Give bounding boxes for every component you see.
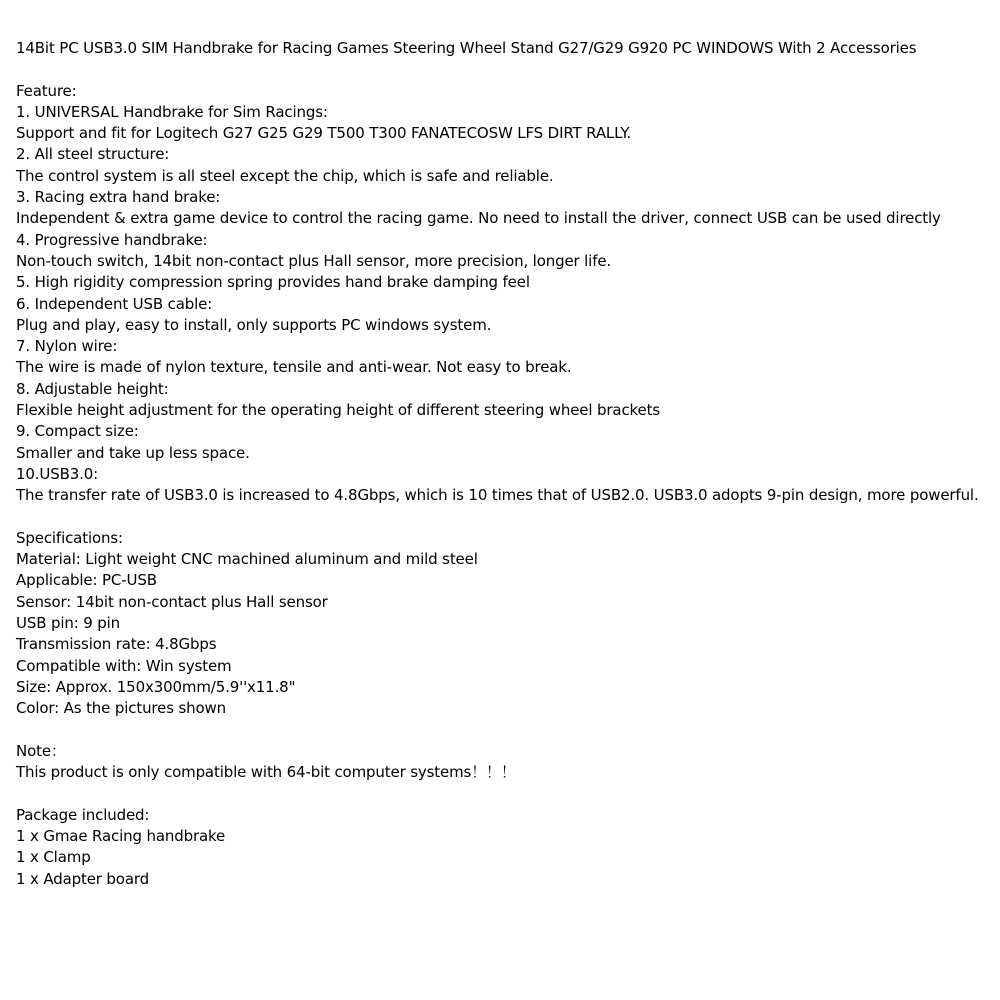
spec-line: Compatible with: Win system: [16, 656, 232, 675]
spec-line: Material: Light weight CNC machined aluminum and mild steel: [16, 550, 478, 569]
product-title: 14Bit PC USB3.0 SIM Handbrake for Racing Games Steering Wheel Stand G27/G29 G920 PC WINDOWS With 2 Accessories: [16, 39, 917, 57]
note-text: This product is only compatible with 64-bit computer systems！！！: [16, 763, 516, 782]
specifications-heading: Specifications:: [16, 528, 123, 547]
feature-10-head: 10.USB3.0:: [16, 464, 99, 483]
package-item: 1 x Clamp: [16, 848, 91, 867]
spec-line: Applicable: PC-USB: [16, 571, 157, 590]
feature-3-body: Independent & extra game device to control the racing game. No need to install the driver, connect USB can be used directly: [16, 209, 941, 228]
feature-5-head: 5. High rigidity compression spring provides hand brake damping feel: [16, 273, 530, 292]
feature-1-body: Support and fit for Logitech G27 G25 G29 T500 T300 FANATECOSW LFS DIRT RALLY.: [16, 124, 631, 143]
feature-4-body: Non-touch switch, 14bit non-contact plus Hall sensor, more precision, longer life.: [16, 251, 612, 270]
package-heading: Package included:: [16, 805, 150, 824]
feature-9-head: 9. Compact size:: [16, 422, 139, 441]
product-description: [16, 38, 996, 890]
feature-2-head: 2. All steel structure:: [16, 145, 170, 164]
feature-8-head: 8. Adjustable height:: [16, 379, 169, 398]
package-item: 1 x Gmae Racing handbrake: [16, 826, 226, 845]
feature-10-body: The transfer rate of USB3.0 is increased to 4.8Gbps, which is 10 times that of USB2.0. USB3.0 adopts 9-pin design, more powerful.: [16, 486, 979, 505]
package-item: 1 x Adapter board: [16, 869, 149, 888]
spec-line: Color: As the pictures shown: [16, 699, 226, 718]
spec-line: Size: Approx. 150x300mm/5.9''x11.8": [16, 677, 296, 696]
feature-2-body: The control system is all steel except the chip, which is safe and reliable.: [16, 166, 554, 185]
spec-line: Sensor: 14bit non-contact plus Hall sensor: [16, 592, 328, 611]
feature-8-body: Flexible height adjustment for the operating height of different steering wheel brackets: [16, 401, 661, 420]
feature-7-body: The wire is made of nylon texture, tensile and anti-wear. Not easy to break.: [16, 358, 572, 377]
feature-4-head: 4. Progressive handbrake:: [16, 230, 208, 249]
feature-9-body: Smaller and take up less space.: [16, 443, 250, 462]
section-spacer: [16, 507, 996, 528]
section-spacer: [16, 783, 996, 804]
feature-heading: Feature:: [16, 81, 77, 100]
feature-3-head: 3. Racing extra hand brake:: [16, 188, 221, 207]
feature-1-head: 1. UNIVERSAL Handbrake for Sim Racings:: [16, 102, 328, 121]
feature-7-head: 7. Nylon wire:: [16, 337, 118, 356]
section-spacer: [16, 720, 996, 741]
feature-6-head: 6. Independent USB cable:: [16, 294, 213, 313]
spec-line: Transmission rate: 4.8Gbps: [16, 635, 217, 654]
note-heading: Note：: [16, 741, 66, 760]
feature-6-body: Plug and play, easy to install, only supports PC windows system.: [16, 315, 492, 334]
spec-line: USB pin: 9 pin: [16, 614, 120, 633]
